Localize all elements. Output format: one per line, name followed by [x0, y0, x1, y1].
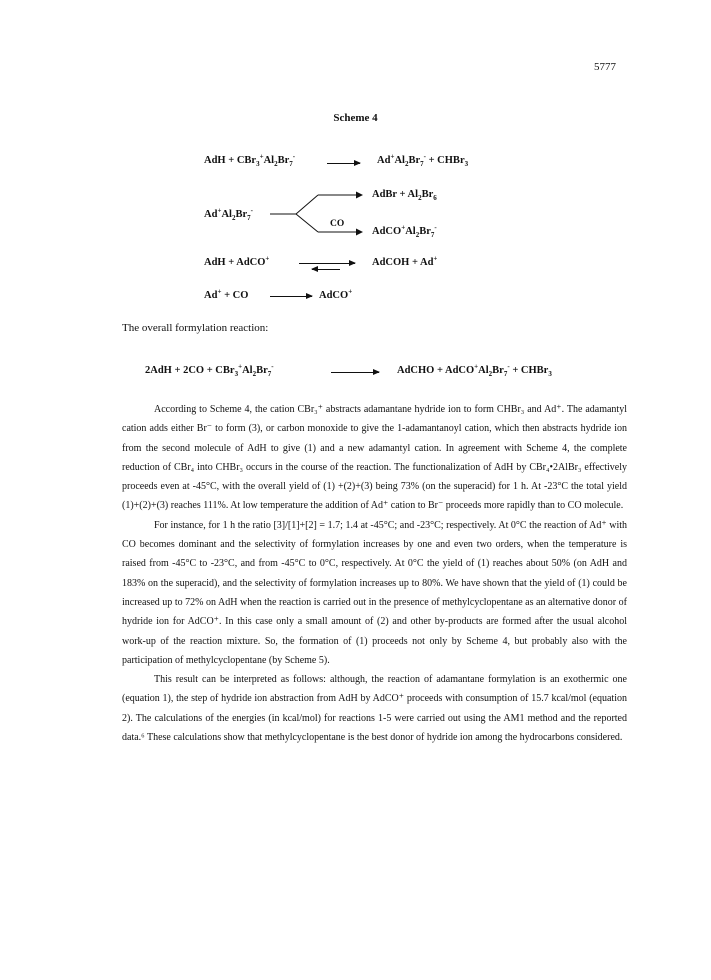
eq4-right: AdCO+: [319, 287, 353, 301]
eq3-forward-arrow: [299, 263, 355, 264]
overall-reaction-label: The overall formylation reaction:: [122, 322, 269, 334]
paragraph-1: According to Scheme 4, the cation CBr₃⁺ abstracts adamantane hydride ion to form CHBr₃ and Ad⁺. The adamantyl cation adds either Br⁻ to form (3), or carbon monoxide to give the 1-adamantanoyl cation, which then abstracts hydride ion from the second molecule of AdH to give (1) and a new adamantyl cation. In agreement with Scheme 4, the complete reduction of CBr₄ into CHBr₃ occurs in the course of the reaction. The functionalization of AdH by CBr₄•2AlBr₃ effectively proceeds even at -45°C, with the overall yield of (1) +(2)+(3) being 73% (on the superacid) for 1 h. At -23°C the total yield (1)+(2)+(3) reaches 111%. At low temperature the addition of Ad⁺ cation to Br⁻ proceeds more rapidly than to CO molecule.: [122, 404, 627, 512]
eq2-co-label: CO: [330, 219, 345, 229]
eq1-left: AdH + $CBr_3^+Al_2Br_7^-$: [204, 152, 296, 169]
paragraph-2: For instance, for 1 h the ratio [3]/[1]+[2] = 1.7; 1.4 at -45°C; and -23°C; respectively. At 0°C the reaction of Ad⁺ with CO becomes dominant and the selectivity of formylation increases by one and even two orders, when the temperature is raised from -45°C to -23°C, and from -45°C to 0°C, respectively. At 0°C the yield of (1) reaches about 50% (on AdH and 183% on the superacid), and the selectivity of formylation increases up to 80%. We have shown that the yield of (1) could be increased up to 72% on AdH when the reaction is carried out in the presence of methylcyclopentane as an alternative donor of hydride ion for AdCO⁺. In this case only a small amount of (2) and other by-products are formed after the usual alcohol work-up of the reaction mixture. So, the formation of (1) proceeds not only by Scheme 4, but probably also with the participation of methylcyclopentane (by Scheme 5).: [122, 519, 627, 666]
overall-eq-right: AdCHO + $AdCO^+Al_2Br_7^-$ + CHBr$_3$: [397, 362, 552, 379]
eq4-arrow: [270, 296, 312, 297]
eq1-arrow: [327, 163, 360, 164]
overall-eq-left: $2AdH + 2CO + CBr_3^+Al_2Br_7^-$: [145, 362, 274, 379]
eq4-left: Ad+ + CO: [204, 287, 249, 301]
paragraph-3: This result can be interpreted as follows: although, the reaction of adamantane formylation is an exothermic one (equation 1), the step of hydride ion abstraction from AdH by AdCO⁺ proceeds with consumption of 15.7 kcal/mol (equation 2). The calculations of the energies (in kcal/mol) for reactions 1-5 were carried out using the AM1 method and the reported data.⁶ These calculations show that methylcyclopentane is the best donor of hydride ion among the hydrocarbons considered.: [122, 674, 627, 744]
eq3-left: AdH + AdCO+: [204, 254, 270, 268]
page-number: 5777: [594, 61, 616, 73]
eq3-right: AdCOH + Ad+: [372, 254, 438, 268]
eq2-lower-product: $AdCO^+Al_2Br_7^-$: [372, 223, 437, 240]
eq2-upper-product: AdBr + $Al_2Br_6$: [372, 189, 437, 203]
eq2-reactant: $Ad^+Al_2Br_7^-$: [204, 206, 253, 223]
body-text: [122, 400, 627, 747]
eq3-reverse-arrow: [312, 269, 340, 270]
eq2-branch-arrows: [270, 188, 370, 240]
eq1-right: $Ad^+Al_2Br_7^-$ + CHBr$_3$: [377, 152, 469, 169]
scheme-title: Scheme 4: [333, 112, 378, 124]
overall-eq-arrow: [331, 372, 379, 373]
